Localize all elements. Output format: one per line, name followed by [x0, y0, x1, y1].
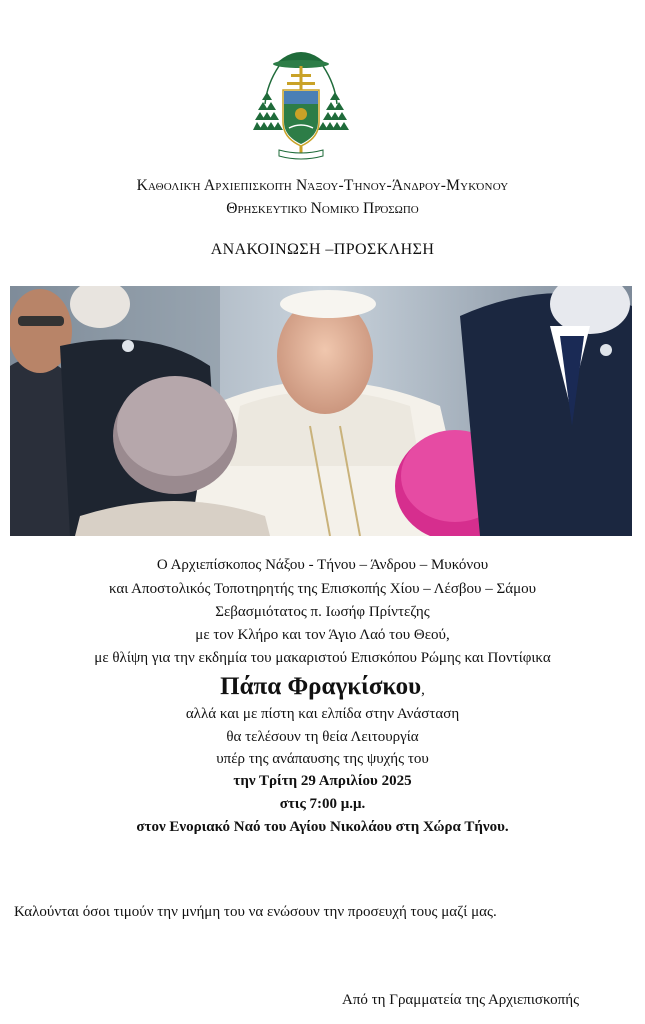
service-place: στον Ενοριακό Ναό του Αγίου Νικολάου στη Χώρα Τήνου. [136, 819, 509, 835]
body-line-4: με τον Κλήρο και τον Άγιο Λαό του Θεού, [195, 627, 450, 643]
signature-line: Από τη Γραμματεία της Αρχιεπισκοπής [342, 992, 580, 1008]
body-line-6: αλλά και με πίστη και ελπίδα στην Ανάσταση [185, 706, 460, 722]
announcement-title: ΑΝΑΚΟΙΝΩΣΗ –ΠΡΟΣΚΛΗΣΗ [210, 241, 435, 258]
pope-francis-photo [10, 286, 632, 536]
pope-name-comma: , [421, 682, 425, 698]
legal-entity-label: Θρησκευτικό Νομικό Πρόσωπο [226, 200, 419, 217]
pope-name: Πάπα Φραγκίσκου [220, 673, 422, 700]
service-date: την Τρίτη 29 Απριλίου 2025 [233, 773, 412, 789]
body-line-8: υπέρ της ανάπαυσης της ψυχής του [216, 751, 429, 767]
body-line-7: θα τελέσουν τη θεία Λειτουργία [226, 729, 419, 745]
body-line-1: Ο Αρχιεπίσκοπος Νάξου - Τήνου – Άνδρου – Μυκόνου [156, 557, 489, 573]
body-line-5: με θλίψη για την εκδημία του μακαριστού Επισκόπου Ρώμης και Ποντίφικα [94, 650, 551, 666]
service-time: στις 7:00 μ.μ. [279, 796, 366, 812]
body-line-2: και Αποστολικός Τοποτηρητής της Επισκοπής Χίου – Λέσβου – Σάμου [108, 581, 537, 597]
invitation-text: Καλούνται όσοι τιμούν την μνήμη του να ενώσουν την προσευχή τους μαζί μας. [14, 904, 497, 920]
pope-name-line [0, 673, 645, 701]
body-line-3: Σεβασμιότατος π. Ιωσήφ Πρίντεζης [215, 604, 430, 620]
archdiocese-coat-of-arms [253, 44, 349, 166]
archdiocese-name: Καθολική Αρχιεπισκοπή Νάξου-Τήνου-Άνδρου-Μυκόνου [136, 177, 509, 194]
